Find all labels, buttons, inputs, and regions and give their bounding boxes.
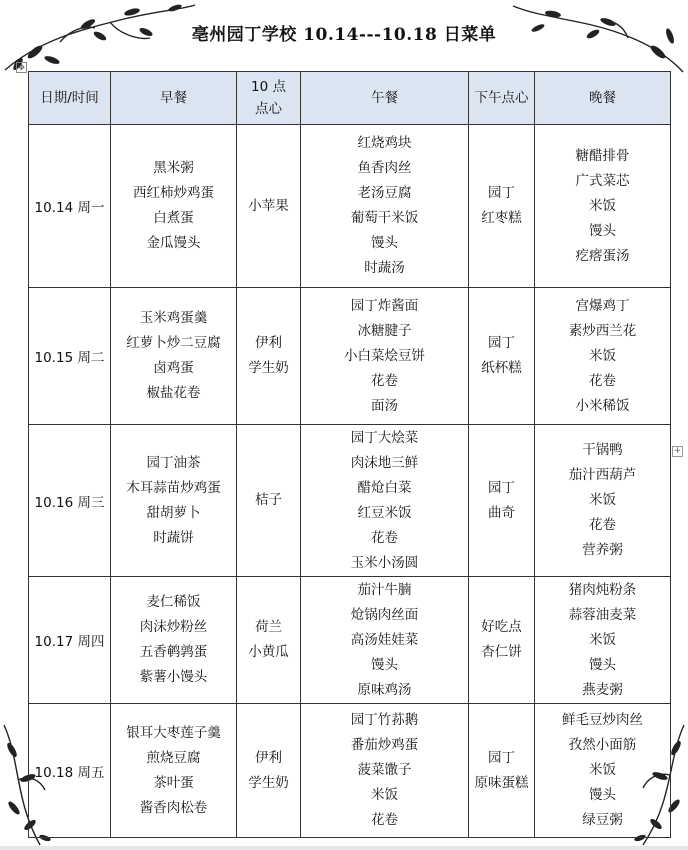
menu-item: 孜然小面筋 <box>568 737 637 753</box>
menu-item: 小白菜烩豆饼 <box>344 347 425 364</box>
morning-snack-cell <box>237 288 301 425</box>
menu-item: 馒头 <box>371 235 398 251</box>
menu-item: 红烧鸡块 <box>357 135 412 151</box>
menu-item: 金瓜馒头 <box>146 235 201 251</box>
morning-snack-cell <box>237 125 301 288</box>
menu-item: 米饭 <box>589 492 616 508</box>
menu-item: 茄汁牛腩 <box>357 581 412 598</box>
menu-item: 时蔬饼 <box>153 529 194 546</box>
menu-item: 煎烧豆腐 <box>146 749 201 766</box>
menu-item: 曲奇 <box>488 504 515 521</box>
menu-item: 蒜蓉油麦菜 <box>568 606 637 623</box>
header-morning-snack-line: 10 点 <box>251 79 286 95</box>
menu-item: 素炒西兰花 <box>568 322 637 339</box>
menu-item: 冰糖腱子 <box>357 322 412 339</box>
menu-item: 面汤 <box>371 397 398 414</box>
header-date: 日期/时间 <box>29 72 111 125</box>
menu-item: 馒头 <box>589 222 616 239</box>
menu-item: 荷兰 <box>255 619 282 635</box>
menu-item: 花卷 <box>589 372 616 389</box>
header-morning-snack <box>237 72 301 125</box>
menu-item: 玉米小汤圆 <box>350 554 419 571</box>
menu-item: 园丁 <box>488 479 515 496</box>
table-resize-handle-icon[interactable]: + <box>673 446 682 456</box>
date-cell: 10.14 周一 <box>29 125 111 288</box>
menu-item: 花卷 <box>371 529 398 546</box>
menu-item: 五香鹌鹑蛋 <box>139 644 208 660</box>
menu-item: 米饭 <box>589 762 616 778</box>
menu-item: 肉沫炒粉丝 <box>139 619 208 635</box>
header-breakfast: 早餐 <box>111 72 237 125</box>
menu-item: 学生奶 <box>248 774 289 791</box>
menu-item: 伊利 <box>255 749 282 766</box>
breakfast-cell <box>111 288 237 425</box>
breakfast-cell <box>111 125 237 288</box>
afternoon-snack-cell <box>469 288 535 425</box>
menu-item: 伊利 <box>255 335 282 351</box>
menu-item: 肉沫地三鲜 <box>350 454 419 471</box>
lunch-cell <box>301 288 469 425</box>
date-cell: 10.17 周四 <box>29 577 111 704</box>
menu-item: 高汤娃娃菜 <box>350 631 419 648</box>
menu-item: 猪肉炖粉条 <box>568 581 637 598</box>
menu-item: 炝锅肉丝面 <box>350 606 419 623</box>
page-title: 亳州园丁学校 10.14---10.18 日菜单 <box>191 25 497 45</box>
menu-item: 馒头 <box>589 656 616 673</box>
menu-item: 花卷 <box>371 372 398 389</box>
menu-item: 鱼香肉丝 <box>357 160 412 176</box>
menu-item: 绿豆粥 <box>582 812 623 828</box>
table-row <box>29 125 671 288</box>
menu-item: 椒盐花卷 <box>146 385 201 401</box>
menu-item: 桔子 <box>255 492 282 508</box>
menu-item: 园丁 <box>488 335 515 351</box>
menu-item: 干锅鸭 <box>582 442 623 458</box>
morning-snack-cell <box>237 704 301 838</box>
table-row <box>29 577 671 704</box>
menu-item: 学生奶 <box>248 360 289 376</box>
menu-item: 园丁 <box>488 749 515 766</box>
menu-item: 菠菜馓子 <box>357 762 412 778</box>
menu-item: 木耳蒜苗炒鸡蛋 <box>126 479 221 496</box>
menu-item: 园丁竹荪鹅 <box>350 712 419 728</box>
menu-item: 原味鸡汤 <box>357 681 412 698</box>
menu-item: 茄汁西葫芦 <box>568 467 637 483</box>
menu-item: 西红柿炒鸡蛋 <box>133 185 214 201</box>
header-lunch: 午餐 <box>301 72 469 125</box>
menu-item: 紫薯小馒头 <box>139 669 208 685</box>
menu-item: 馒头 <box>589 787 616 803</box>
lunch-cell <box>301 577 469 704</box>
menu-item: 酱香肉松卷 <box>139 799 208 816</box>
menu-item: 老汤豆腐 <box>357 185 412 201</box>
menu-item: 小米稀饭 <box>575 397 630 414</box>
afternoon-snack-cell <box>469 425 535 577</box>
dinner-cell <box>535 125 671 288</box>
menu-item: 原味蛋糕 <box>474 774 529 791</box>
menu-item: 燕麦粥 <box>582 681 623 698</box>
menu-item: 疙瘩蛋汤 <box>575 247 630 264</box>
menu-item: 麦仁稀饭 <box>146 594 201 610</box>
menu-item: 广式菜芯 <box>575 172 630 189</box>
menu-item: 玉米鸡蛋羹 <box>139 310 208 326</box>
menu-item: 杏仁饼 <box>481 644 522 660</box>
menu-item: 花卷 <box>589 517 616 533</box>
menu-item: 营养粥 <box>582 542 623 558</box>
menu-item: 园丁油茶 <box>146 454 201 471</box>
afternoon-snack-cell <box>469 704 535 838</box>
table-row <box>29 704 671 838</box>
menu-item: 米饭 <box>589 197 616 214</box>
morning-snack-cell <box>237 425 301 577</box>
menu-item: 园丁 <box>488 185 515 201</box>
menu-item: 米饭 <box>589 347 616 364</box>
menu-item: 花卷 <box>371 812 398 828</box>
menu-item: 红豆米饭 <box>357 504 412 521</box>
dinner-cell <box>535 288 671 425</box>
menu-item: 茶叶蛋 <box>153 774 194 791</box>
menu-item: 卤鸡蛋 <box>153 360 194 376</box>
table-row <box>29 288 671 425</box>
dinner-cell <box>535 425 671 577</box>
menu-item: 鲜毛豆炒肉丝 <box>562 712 643 728</box>
menu-item: 园丁炸酱面 <box>350 297 419 314</box>
menu-item: 葡萄干米饭 <box>350 210 419 226</box>
dinner-cell <box>535 704 671 838</box>
menu-item: 黑米粥 <box>153 160 194 176</box>
menu-item: 甜胡萝卜 <box>146 504 201 521</box>
menu-item: 番茄炒鸡蛋 <box>350 737 419 753</box>
menu-item: 米饭 <box>371 787 398 803</box>
menu-item: 小苹果 <box>248 197 289 214</box>
menu-item: 宫爆鸡丁 <box>575 297 630 314</box>
header-morning-snack-line: 点心 <box>255 101 282 117</box>
dinner-cell <box>535 577 671 704</box>
menu-table <box>28 71 671 838</box>
menu-item: 米饭 <box>589 631 616 648</box>
header-dinner: 晚餐 <box>535 72 671 125</box>
page-bottom-edge <box>0 846 688 850</box>
afternoon-snack-cell <box>469 577 535 704</box>
lunch-cell <box>301 425 469 577</box>
menu-item: 时蔬汤 <box>364 260 405 276</box>
menu-item: 纸杯糕 <box>481 360 522 376</box>
menu-item: 银耳大枣莲子羹 <box>126 724 221 741</box>
menu-item: 馒头 <box>371 656 398 673</box>
breakfast-cell <box>111 577 237 704</box>
morning-snack-cell <box>237 577 301 704</box>
menu-item: 好吃点 <box>481 619 522 635</box>
date-cell: 10.16 周三 <box>29 425 111 577</box>
table-row <box>29 425 671 577</box>
menu-item: 园丁大烩菜 <box>350 429 419 446</box>
menu-item: 白煮蛋 <box>153 210 194 226</box>
lunch-cell <box>301 125 469 288</box>
menu-item: 红萝卜炒二豆腐 <box>126 335 221 351</box>
menu-item: 醋炝白菜 <box>357 479 412 496</box>
menu-item: 糖醋排骨 <box>575 147 630 164</box>
afternoon-snack-cell <box>469 125 535 288</box>
table-move-handle-icon[interactable]: ✥ <box>16 62 27 73</box>
breakfast-cell <box>111 425 237 577</box>
breakfast-cell <box>111 704 237 838</box>
lunch-cell <box>301 704 469 838</box>
date-cell: 10.15 周二 <box>29 288 111 425</box>
header-afternoon-snack: 下午点心 <box>469 72 535 125</box>
date-cell: 10.18 周五 <box>29 704 111 838</box>
header-row <box>29 72 671 125</box>
menu-item: 红枣糕 <box>481 210 522 226</box>
menu-item: 小黄瓜 <box>248 644 289 660</box>
